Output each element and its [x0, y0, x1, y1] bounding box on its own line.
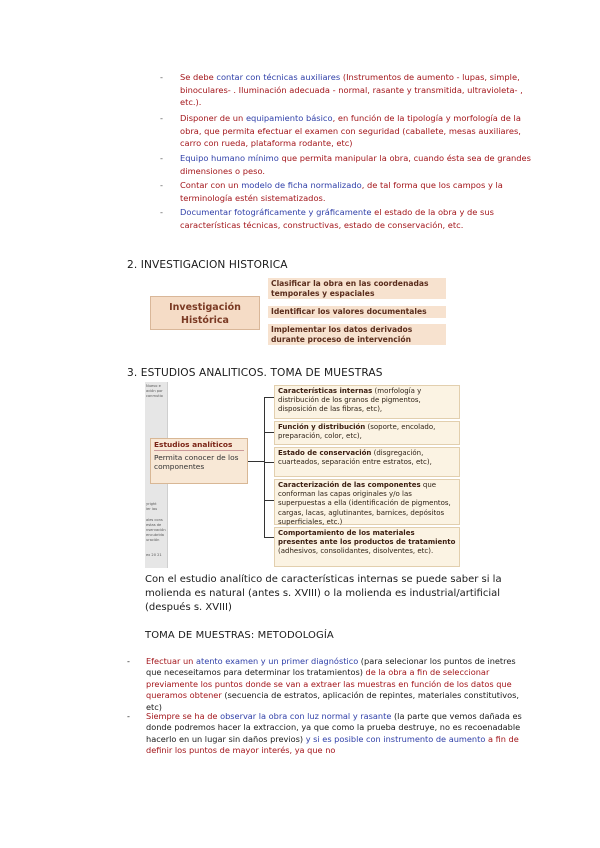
text-segment: Documentar fotográficamente y gráficamente [180, 207, 372, 217]
text-segment: a fin de definir los puntos de mayor interés, ya que no [146, 733, 519, 756]
requirement-item [160, 71, 532, 109]
ea-item-text: que conforman las capas originales y/o las superpuestas a ella (identificación de pigmentos, cargas, lacas, aglutinantes, barnices, depósitos superficiales, etc.) [278, 481, 451, 526]
ea-item-text: (disgregación, cuarteados, separación entre estratos, etc), [278, 449, 432, 467]
text-segment: Efectuar un [146, 656, 196, 666]
estudios-analiticos-box [150, 438, 248, 484]
ea-item-title: Caracterización de las componentes [278, 481, 421, 489]
text-segment: , en función de la tipología y morfología de la obra, que permita efectuar el examen con seguridad (caballete, mesas auxiliares, carro con rueda, plataforma rodante, etc) [180, 113, 521, 149]
text-segment: Equipo humano mínimo [180, 153, 279, 163]
analysis-paragraph: Con el estudio analítico de características internas se puede saber si la molienda es natural (antes s. XVIII) o la molienda es industrial/artificial (después s. XVIII) [145, 574, 502, 614]
text-segment: Se debe [180, 72, 217, 82]
bullet-dash: - [160, 113, 163, 123]
text-segment: Contar con un [180, 180, 242, 190]
strip-text: conmutio [146, 394, 163, 398]
text-segment: equipamiento básico [245, 113, 333, 123]
text-segment: y si es posible con instrumento de aumento [305, 733, 486, 744]
strip-text: ex 20 21 [146, 553, 162, 557]
connector-line [264, 537, 274, 538]
text-segment: (secuencia de estratos, aplicación de repintes, materiales constitutivos, etc) [146, 690, 519, 712]
strip-text: estas de [146, 523, 162, 527]
text-segment: contar con técnicas auxiliares [216, 72, 341, 82]
requirement-item-text [180, 112, 532, 150]
ea-item-text: (soporte, encolado, preparación, color, etc), [278, 423, 436, 441]
text-segment: Siempre se ha de [146, 711, 221, 721]
requirement-item [160, 206, 532, 231]
requirement-item [160, 152, 532, 177]
methodology-heading: TOMA DE MUESTRAS: METODOLOGÍA [145, 630, 334, 641]
text-segment: (para selecionar los puntos de inetres que neceseitamos para determinar los tratamientos) [146, 656, 516, 678]
strip-text: nservación [146, 528, 166, 532]
strip-text: uración [146, 538, 160, 542]
text-segment: observar la obra con luz normal y rasante [220, 711, 392, 721]
methodology-item [127, 656, 527, 713]
text-segment: el estado de la obra y de sus características técnicas, constructivas, estado de conservación, etc. [180, 207, 494, 230]
bullet-dash: - [160, 72, 163, 82]
strip-text: Nuevo e [146, 384, 161, 388]
section-3-heading: 3. ESTUDIOS ANALITICOS. TOMA DE MUESTRAS [127, 367, 383, 379]
ih-item-3: Implementar los datos derivados durante proceso de intervención [268, 324, 446, 345]
ea-item-caracterizacion [274, 479, 460, 525]
bullet-dash: - [160, 153, 163, 163]
requirement-item-text [180, 206, 532, 231]
requirement-item-text [180, 152, 532, 177]
ea-item-title: Características internas [278, 387, 373, 395]
connector-line [264, 432, 274, 433]
text-segment: que permita manipular la obra, cuando ésta sea de grandes dimensiones o peso. [180, 153, 531, 176]
strip-text: ación por [146, 389, 163, 393]
ea-item-text: (morfología y distribución de los granos de pigmentos, disposición de las fibras, etc), [278, 387, 422, 414]
ea-box-subtitle: Permita conocer de los componentes [154, 452, 239, 471]
text-segment: (la parte que vemos dañada es donde podremos hacer la extraccion, ya que como la prueba destruye, no es recoenadable hacerlo en un lugar sin daños previos) [146, 711, 522, 744]
ih-item-1: Clasificar la obra en las coordenadas temporales y espaciales [268, 278, 446, 299]
ea-box-title: Estudios analíticos [154, 440, 244, 451]
connector-line [264, 462, 274, 463]
section-2-heading: 2. INVESTIGACION HISTORICA [127, 259, 288, 271]
connector-line [264, 500, 274, 501]
methodology-item-text [146, 711, 527, 757]
ea-item-caracteristicas [274, 385, 460, 419]
strip-text: encubrida [146, 533, 164, 537]
ea-item-title: Comportamiento de los materiales presentes ante los productos de tratamiento [278, 529, 456, 547]
bullet-dash: - [127, 711, 130, 721]
methodology-item [127, 711, 527, 757]
requirement-item-text [180, 179, 532, 204]
text-segment: atento examen y un primer diagnóstico [195, 656, 359, 666]
ih-item-2: Identificar los valores documentales [268, 306, 446, 318]
ea-item-estado [274, 447, 460, 477]
requirement-item [160, 112, 532, 150]
text-segment: de la obra a fin de seleccionar previamente los puntos donde se van a extraer las muestras en función de los datos que queramos obtener [146, 667, 512, 701]
text-segment: (Instrumentos de aumento - lupas, simple, binoculares- . Iluminación adecuada - normal, rasante y transmitida, ultravioleta- , etc.). [180, 72, 523, 108]
ea-item-title: Función y distribución [278, 423, 366, 431]
connector-line [264, 397, 274, 398]
strip-text: ier iau [146, 507, 158, 511]
connector-line [264, 397, 265, 537]
ea-item-text: (adhesivos, consolidantes, disolventes, etc). [278, 547, 434, 556]
methodology-item-text [146, 656, 527, 713]
text-segment: modelo de ficha normalizado [241, 180, 362, 190]
bullet-dash: - [160, 207, 163, 217]
ea-item-title: Estado de conservación [278, 449, 372, 457]
ea-item-funcion [274, 421, 460, 445]
text-segment: Disponer de un [180, 113, 246, 123]
requirement-item-text [180, 71, 532, 109]
bullet-dash: - [127, 656, 130, 666]
strip-text: ales cons [146, 518, 163, 522]
investigacion-historica-box: Investigación Histórica [150, 296, 260, 330]
ea-item-comportamiento [274, 527, 460, 567]
requirement-item [160, 179, 532, 204]
text-segment: , de tal forma que los campos y la terminología estén sistematizados. [180, 180, 503, 203]
strip-text: yright [146, 502, 157, 506]
bullet-dash: - [160, 180, 163, 190]
connector-line [248, 461, 264, 462]
